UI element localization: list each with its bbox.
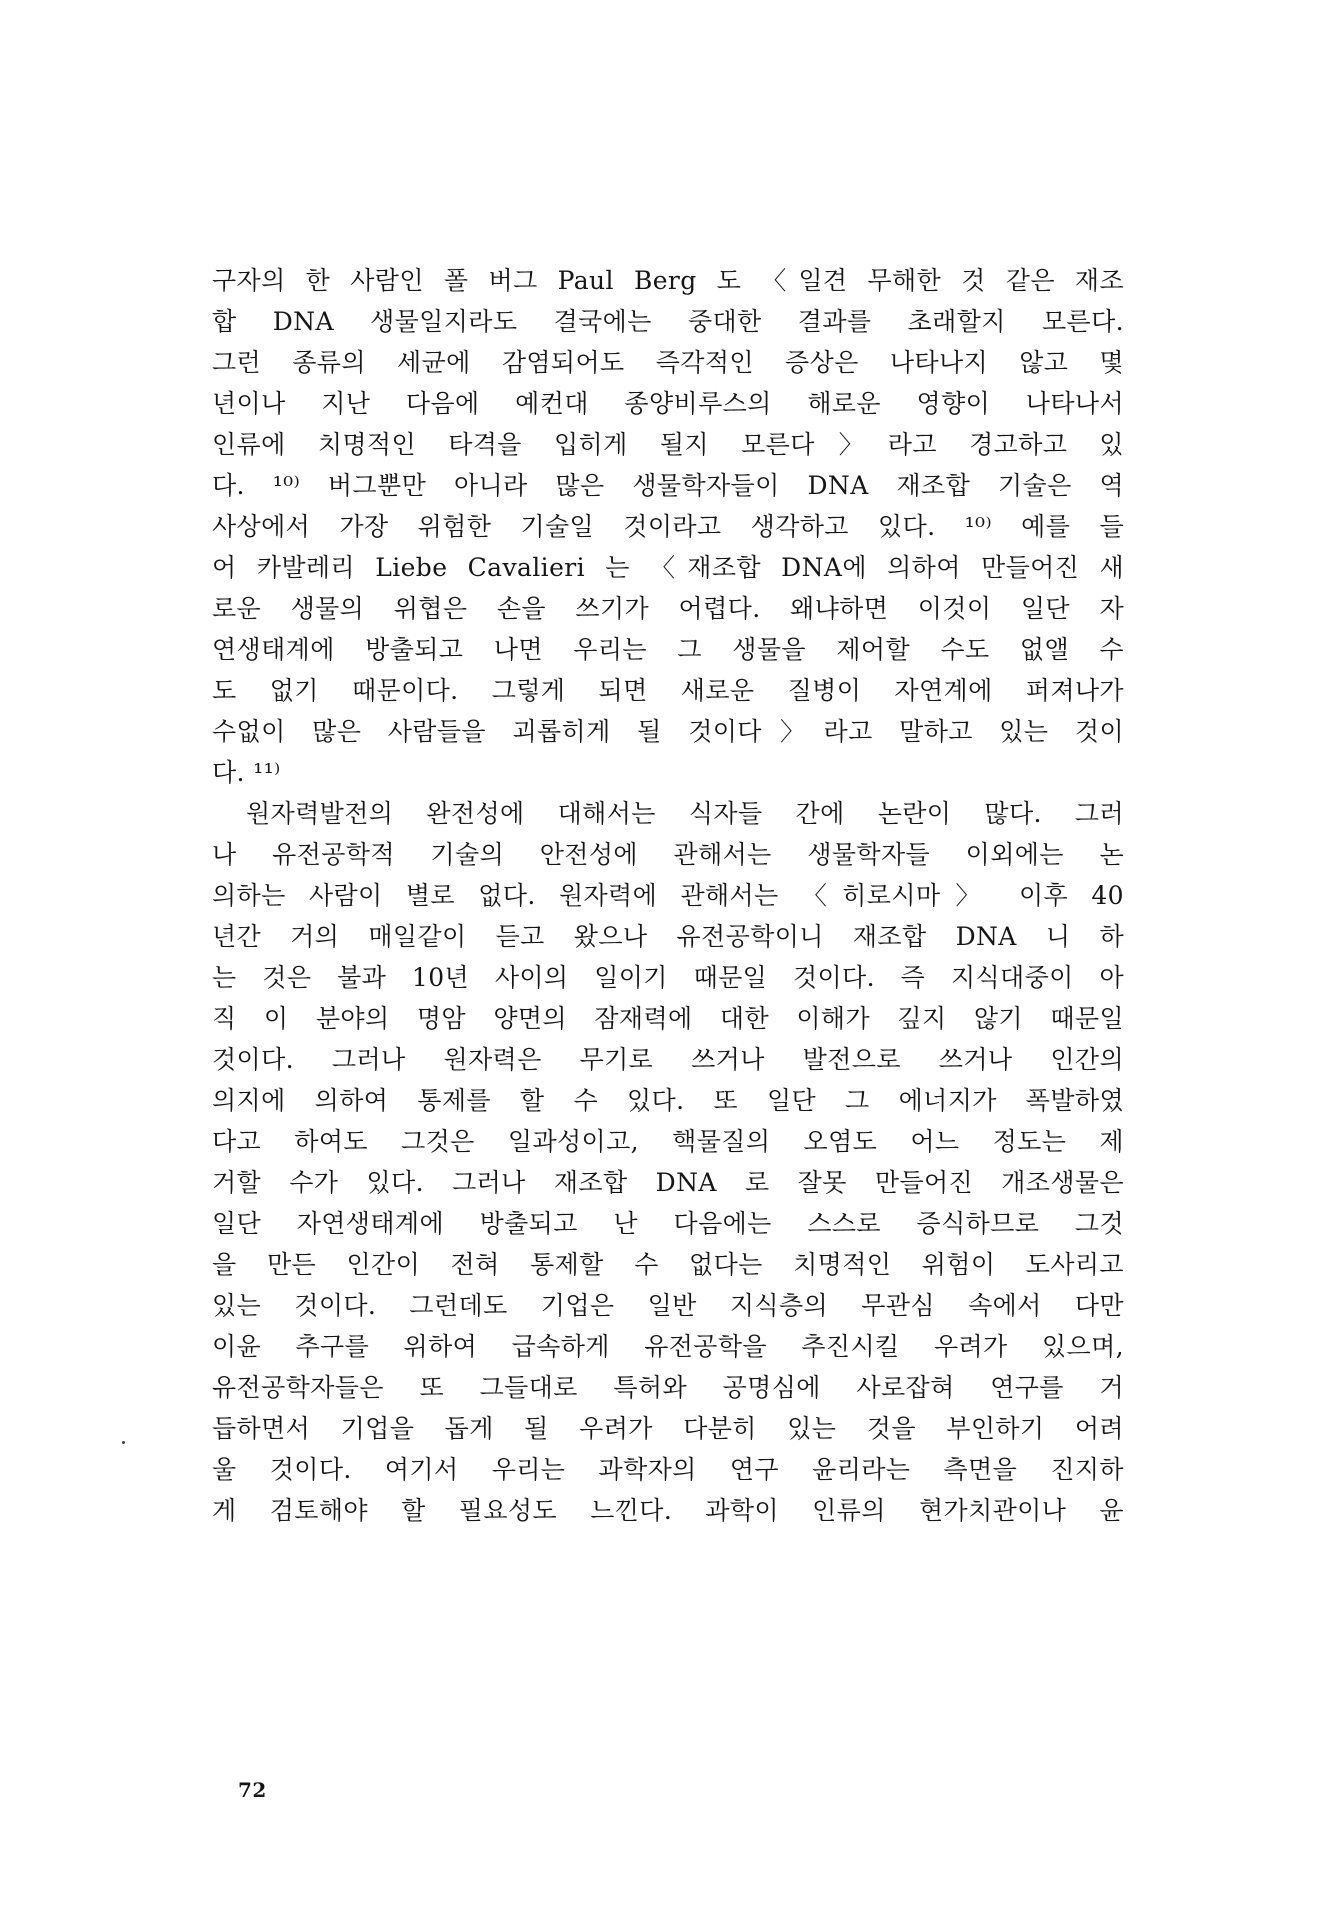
text-line: 의지에 의하여 통제를 할 수 있다. 또 일단 그 에너지가 폭발하였	[212, 1086, 1124, 1115]
text-line: 의하는 사람이 별로 없다. 원자력에 관해서는 〈히로시마〉 이후 40	[212, 881, 1124, 910]
text-line: 나 유전공학적 기술의 안전성에 관해서는 생물학자들 이외에는 논	[212, 840, 1124, 869]
text-line: 수없이 많은 사람들을 괴롭히게 될 것이다〉라고 말하고 있는 것이	[212, 717, 1124, 746]
text-line-paragraph-start: 원자력발전의 완전성에 대해서는 식자들 간에 논란이 많다. 그러	[246, 799, 1124, 828]
text-line: 일단 자연생태계에 방출되고 난 다음에는 스스로 증식하므로 그것	[212, 1209, 1124, 1238]
page-number: 72	[238, 1778, 267, 1802]
text-line: 로운 생물의 위협은 손을 쓰기가 어렵다. 왜냐하면 이것이 일단 자	[212, 594, 1124, 623]
text-line: 것이다. 그러나 원자력은 무기로 쓰거나 발전으로 쓰거나 인간의	[212, 1045, 1124, 1074]
body-text	[212, 260, 1124, 1531]
text-line: 있는 것이다. 그런데도 기업은 일반 지식층의 무관심 속에서 다만	[212, 1291, 1124, 1320]
text-line: 울 것이다. 여기서 우리는 과학자의 연구 윤리라는 측면을 진지하	[212, 1455, 1124, 1484]
text-line: 사상에서 가장 위험한 기술일 것이라고 생각하고 있다. ¹⁰⁾ 예를 들	[212, 512, 1124, 541]
text-line: 게 검토해야 할 필요성도 느낀다. 과학이 인류의 현가치관이나 윤	[212, 1496, 1124, 1525]
text-line: 도 없기 때문이다. 그렇게 되면 새로운 질병이 자연계에 퍼져나가	[212, 676, 1124, 705]
text-line: 다. ¹⁰⁾ 버그뿐만 아니라 많은 생물학자들이 DNA 재조합 기술은 역	[212, 471, 1124, 500]
text-line: 거할 수가 있다. 그러나 재조합 DNA 로 잘못 만들어진 개조생물은	[212, 1168, 1124, 1197]
text-line: 는 것은 불과 10년 사이의 일이기 때문일 것이다. 즉 지식대중이 아	[212, 963, 1124, 992]
text-line: 연생태계에 방출되고 나면 우리는 그 생물을 제어할 수도 없앨 수	[212, 635, 1124, 664]
text-line: 구자의 한 사람인 폴 버그 Paul Berg 도 〈일견 무해한 것 같은 재조	[212, 266, 1124, 295]
text-line: 합 DNA 생물일지라도 결국에는 중대한 결과를 초래할지 모른다.	[212, 307, 1124, 336]
text-line-paragraph-end: 다. ¹¹⁾	[212, 758, 281, 787]
text-line: 년이나 지난 다음에 예컨대 종양비루스의 해로운 영향이 나타나서	[212, 389, 1124, 418]
text-line: 다고 하여도 그것은 일과성이고, 핵물질의 오염도 어느 정도는 제	[212, 1127, 1124, 1156]
scan-speck	[122, 1441, 125, 1444]
text-line: 유전공학자들은 또 그들대로 특허와 공명심에 사로잡혀 연구를 거	[212, 1373, 1124, 1402]
text-line: 그런 종류의 세균에 감염되어도 즉각적인 증상은 나타나지 않고 몇	[212, 348, 1124, 377]
text-line: 이윤 추구를 위하여 급속하게 유전공학을 추진시킬 우려가 있으며,	[212, 1332, 1124, 1361]
text-line: 년간 거의 매일같이 듣고 왔으나 유전공학이니 재조합 DNA 니 하	[212, 922, 1124, 951]
text-line: 직 이 분야의 명암 양면의 잠재력에 대한 이해가 깊지 않기 때문일	[212, 1004, 1124, 1033]
text-line: 인류에 치명적인 타격을 입히게 될지 모른다〉라고 경고하고 있	[212, 430, 1124, 459]
text-line: 을 만든 인간이 전혀 통제할 수 없다는 치명적인 위험이 도사리고	[212, 1250, 1124, 1279]
text-line: 어 카발레리 Liebe Cavalieri 는 〈재조합 DNA에 의하여 만들어진 새	[212, 553, 1124, 582]
text-line: 듭하면서 기업을 돕게 될 우려가 다분히 있는 것을 부인하기 어려	[212, 1414, 1124, 1443]
